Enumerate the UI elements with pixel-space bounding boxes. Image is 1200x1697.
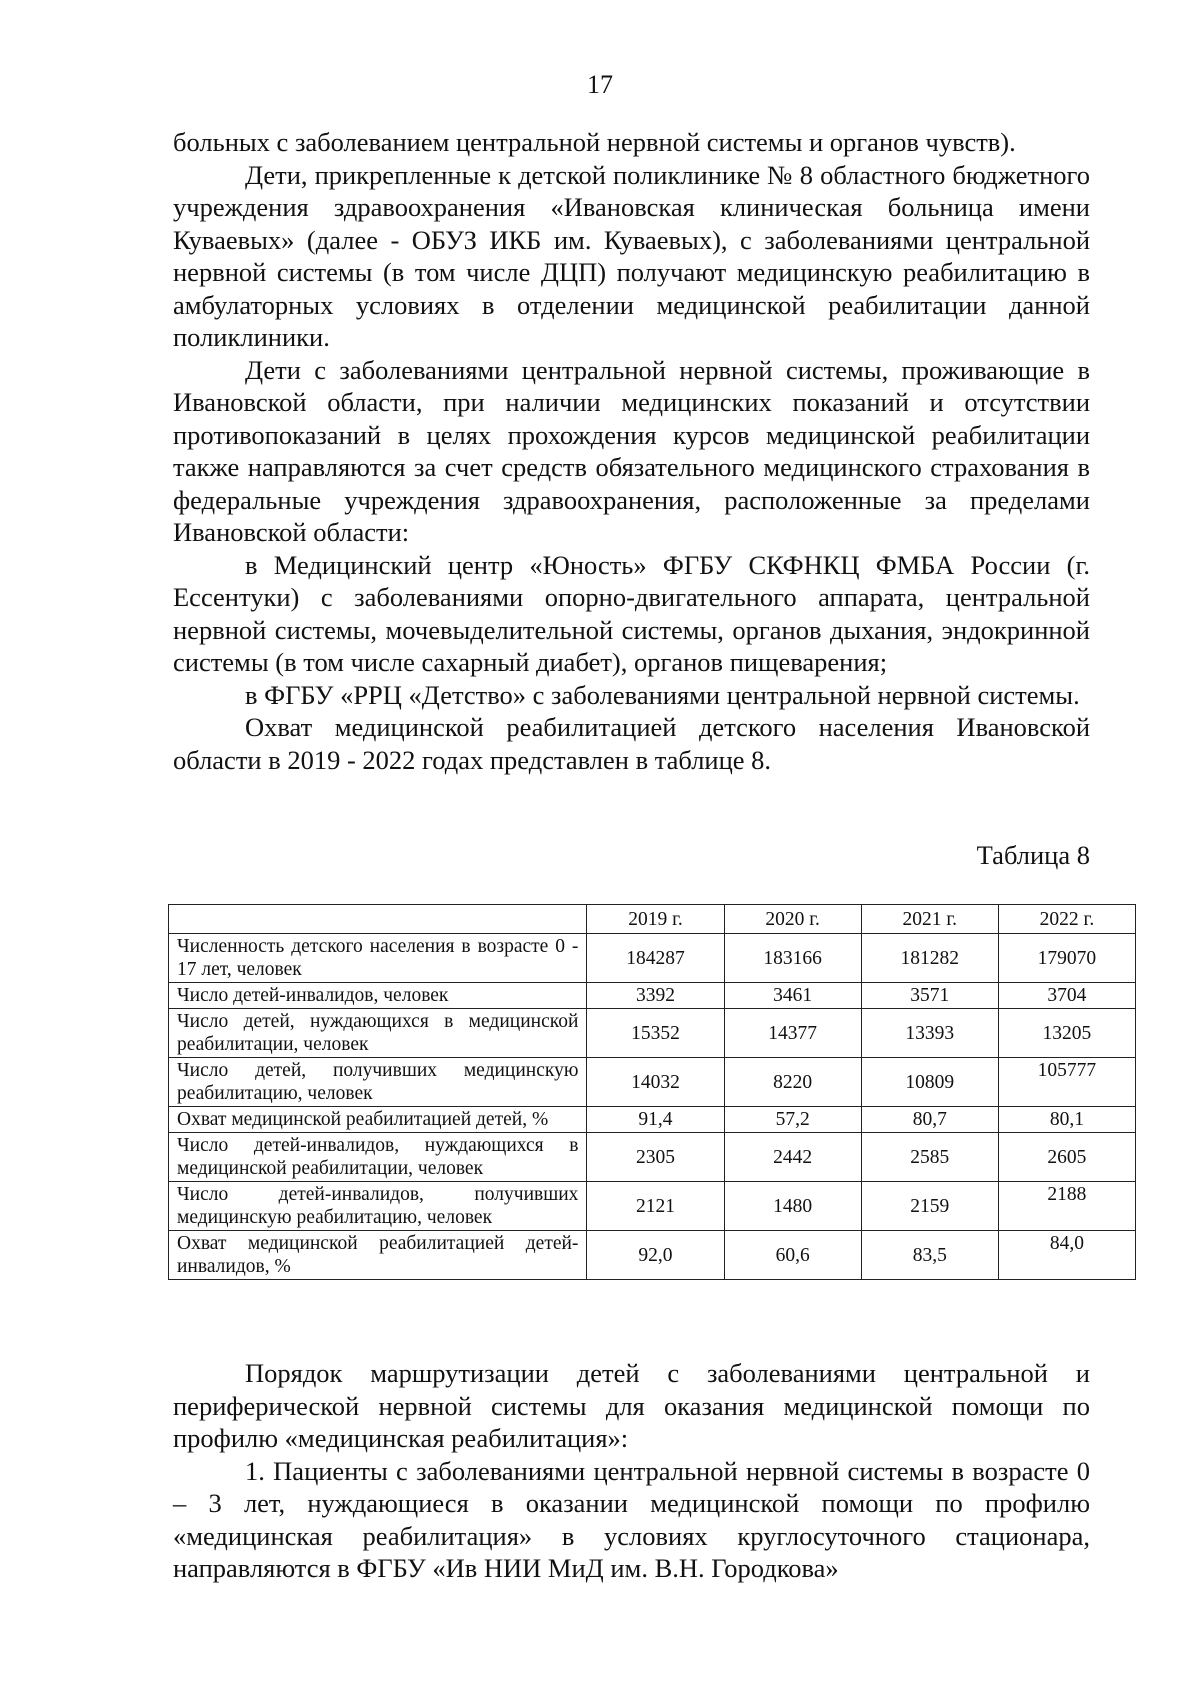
row-label: Охват медицинской реабилитацией детей-инвалидов, % (169, 1231, 587, 1280)
row-label: Число детей, получивших медицинскую реабилитацию, человек (169, 1058, 587, 1107)
table-cell: 183166 (724, 934, 861, 983)
table-row (169, 1107, 1136, 1133)
table-cell: 84,0 (998, 1231, 1135, 1280)
table-cell: 80,1 (998, 1107, 1135, 1133)
table-cell: 14377 (724, 1009, 861, 1058)
rehabilitation-table (168, 904, 1136, 1280)
table-row (169, 983, 1136, 1009)
table-row (169, 1231, 1136, 1280)
table-cell: 2305 (587, 1133, 724, 1182)
table-cell: 2188 (998, 1182, 1135, 1231)
paragraph: в Медицинский центр «Юность» ФГБУ СКФНКЦ ФМБА России (г. Ессентуки) с заболеваниями опорно-двигательного аппарата, центральной нервной системы, мочевыделительной системы, органов дыхания, эндокринной системы (в том числе сахарный диабет), органов пищеварения; (173, 549, 1090, 677)
table-cell: 13205 (998, 1009, 1135, 1058)
table-cell: 2121 (587, 1182, 724, 1231)
paragraph: в ФГБУ «РРЦ «Детство» с заболеваниями центральной нервной системы. (245, 679, 1080, 710)
paragraph: больных с заболеванием центральной нервной системы и органов чувств). (173, 127, 1016, 157)
table-cell: 2442 (724, 1133, 861, 1182)
row-label: Охват медицинской реабилитацией детей, % (169, 1107, 587, 1133)
table-cell: 8220 (724, 1058, 861, 1107)
table-cell: 105777 (998, 1058, 1135, 1107)
header-cell (169, 905, 587, 934)
table-cell: 2159 (861, 1182, 998, 1231)
table-cell: 3461 (724, 983, 861, 1009)
table-row (169, 1182, 1136, 1231)
table-cell: 3571 (861, 983, 998, 1009)
row-label: Число детей, нуждающихся в медицинской реабилитации, человек (169, 1009, 587, 1058)
row-label: Численность детского населения в возрасте 0 - 17 лет, человек (169, 934, 587, 983)
table-cell: 15352 (587, 1009, 724, 1058)
header-cell: 2021 г. (861, 905, 998, 934)
table-cell: 57,2 (724, 1107, 861, 1133)
table-cell: 91,4 (587, 1107, 724, 1133)
table-cell: 2585 (861, 1133, 998, 1182)
table-cell: 83,5 (861, 1231, 998, 1280)
body-text-bottom (173, 1357, 1090, 1585)
table-cell: 3704 (998, 983, 1135, 1009)
table-cell: 10809 (861, 1058, 998, 1107)
table-cell: 184287 (587, 934, 724, 983)
table-cell: 1480 (724, 1182, 861, 1231)
table-row (169, 1009, 1136, 1058)
body-text-top (173, 126, 1090, 776)
table-header-row (169, 905, 1136, 934)
paragraph: Дети с заболеваниями центральной нервной системы, проживающие в Ивановской области, при наличии медицинских показаний и отсутствии противопоказаний в целях прохождения курсов медицинской реабилитации также направляются за счет средств обязательного медицинского страхования в федеральные учреждения здравоохранения, расположенные за пределами Ивановской области: (173, 354, 1090, 547)
paragraph: Дети, прикрепленные к детской поликлинике № 8 областного бюджетного учреждения здравоохранения «Ивановская клиническая больница имени Куваевых» (далее - ОБУЗ ИКБ им. Куваевых), с заболеваниями центральной нервной системы (в том числе ДЦП) получают медицинскую реабилитацию в амбулаторных условиях в отделении медицинской реабилитации данной поликлиники. (173, 159, 1090, 352)
table-row (169, 934, 1136, 983)
table-cell: 14032 (587, 1058, 724, 1107)
paragraph: 1. Пациенты с заболеваниями центральной нервной системы в возрасте 0 – 3 лет, нуждающиеся в оказании медицинской помощи по профилю «медицинская реабилитация» в условиях круглосуточного стационара, направляются в ФГБУ «Ив НИИ МиД им. В.Н. Городкова» (173, 1455, 1090, 1583)
table-cell: 179070 (998, 934, 1135, 983)
table-caption: Таблица 8 (976, 840, 1090, 870)
header-cell: 2022 г. (998, 905, 1135, 934)
row-label: Число детей-инвалидов, получивших медицинскую реабилитацию, человек (169, 1182, 587, 1231)
page-number: 17 (587, 70, 613, 99)
header-cell: 2020 г. (724, 905, 861, 934)
paragraph: Охват медицинской реабилитацией детского населения Ивановской области в 2019 - 2022 годах представлен в таблице 8. (173, 712, 1090, 775)
header-cell: 2019 г. (587, 905, 724, 934)
row-label: Число детей-инвалидов, нуждающихся в медицинской реабилитации, человек (169, 1133, 587, 1182)
table-cell: 2605 (998, 1133, 1135, 1182)
table-cell: 13393 (861, 1009, 998, 1058)
table-cell: 92,0 (587, 1231, 724, 1280)
table-cell: 60,6 (724, 1231, 861, 1280)
paragraph: Порядок маршрутизации детей с заболеваниями центральной и периферической нервной системы для оказания медицинской помощи по профилю «медицинская реабилитация»: (173, 1358, 1090, 1453)
row-label: Число детей-инвалидов, человек (169, 983, 587, 1009)
table-cell: 181282 (861, 934, 998, 983)
table-row (169, 1133, 1136, 1182)
table-row (169, 1058, 1136, 1107)
table-cell: 3392 (587, 983, 724, 1009)
table-cell: 80,7 (861, 1107, 998, 1133)
